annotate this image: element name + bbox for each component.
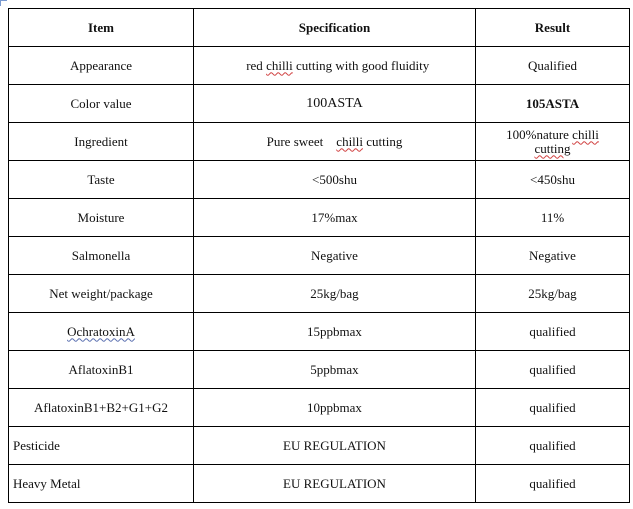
item-cell: Ingredient bbox=[9, 123, 194, 161]
table-row bbox=[9, 351, 630, 389]
item-cell: Salmonella bbox=[9, 237, 194, 275]
result-cell: 11% bbox=[476, 199, 630, 237]
spec-text: chilli bbox=[266, 57, 293, 73]
item-cell: Color value bbox=[9, 85, 194, 123]
spec-text: red bbox=[246, 57, 263, 73]
table-row bbox=[9, 313, 630, 351]
header-item: Item bbox=[9, 9, 194, 47]
result-cell: 25kg/bag bbox=[476, 275, 630, 313]
table-row bbox=[9, 85, 630, 123]
result-cell: <450shu bbox=[476, 161, 630, 199]
item-cell: Moisture bbox=[9, 199, 194, 237]
item-cell: Taste bbox=[9, 161, 194, 199]
item-cell: AflatoxinB1+B2+G1+G2 bbox=[9, 389, 194, 427]
spec-text: chilli bbox=[336, 133, 364, 149]
table-anchor-mark bbox=[0, 0, 7, 6]
item-cell bbox=[9, 313, 194, 351]
result-cell: qualified bbox=[476, 465, 630, 503]
result-cell: qualified bbox=[476, 427, 630, 465]
table-row bbox=[9, 465, 630, 503]
result-cell: Qualified bbox=[476, 47, 630, 85]
item-text: OchratoxinA bbox=[67, 323, 135, 339]
spec-cell: 10ppbmax bbox=[194, 389, 476, 427]
result-text: chilli bbox=[572, 126, 599, 142]
result-cell: 105ASTA bbox=[476, 85, 630, 123]
table-row bbox=[9, 237, 630, 275]
table-header-row bbox=[9, 9, 630, 47]
spec-cell: 17%max bbox=[194, 199, 476, 237]
result-cell: qualified bbox=[476, 351, 630, 389]
spec-cell: 15ppbmax bbox=[194, 313, 476, 351]
spec-cell: Negative bbox=[194, 237, 476, 275]
result-cell: Negative bbox=[476, 237, 630, 275]
spec-cell: 100ASTA bbox=[194, 85, 476, 123]
result-cell: qualified bbox=[476, 313, 630, 351]
result-cell: qualified bbox=[476, 389, 630, 427]
table-row bbox=[9, 123, 630, 161]
table-row bbox=[9, 47, 630, 85]
specification-table bbox=[8, 8, 630, 503]
spec-cell: <500shu bbox=[194, 161, 476, 199]
result-text: cutting bbox=[534, 140, 571, 156]
spec-text: Pure sweet bbox=[266, 133, 324, 149]
table-row bbox=[9, 199, 630, 237]
spec-cell: 25kg/bag bbox=[194, 275, 476, 313]
table-row bbox=[9, 427, 630, 465]
spec-cell: 5ppbmax bbox=[194, 351, 476, 389]
item-cell: Pesticide bbox=[9, 427, 194, 465]
item-cell: Net weight/package bbox=[9, 275, 194, 313]
spec-text: cutting with good fluidity bbox=[296, 57, 430, 73]
result-cell bbox=[476, 123, 630, 161]
header-result: Result bbox=[476, 9, 630, 47]
table-row bbox=[9, 389, 630, 427]
table-row bbox=[9, 275, 630, 313]
item-cell: Heavy Metal bbox=[9, 465, 194, 503]
table-row bbox=[9, 161, 630, 199]
item-cell: AflatoxinB1 bbox=[9, 351, 194, 389]
spec-cell: EU REGULATION bbox=[194, 427, 476, 465]
spec-cell bbox=[194, 123, 476, 161]
result-text: 100%nature bbox=[506, 126, 569, 142]
spec-cell bbox=[194, 47, 476, 85]
item-cell: Appearance bbox=[9, 47, 194, 85]
document-page bbox=[8, 8, 630, 503]
spec-text: cutting bbox=[366, 133, 403, 149]
header-specification: Specification bbox=[194, 9, 476, 47]
spec-cell: EU REGULATION bbox=[194, 465, 476, 503]
